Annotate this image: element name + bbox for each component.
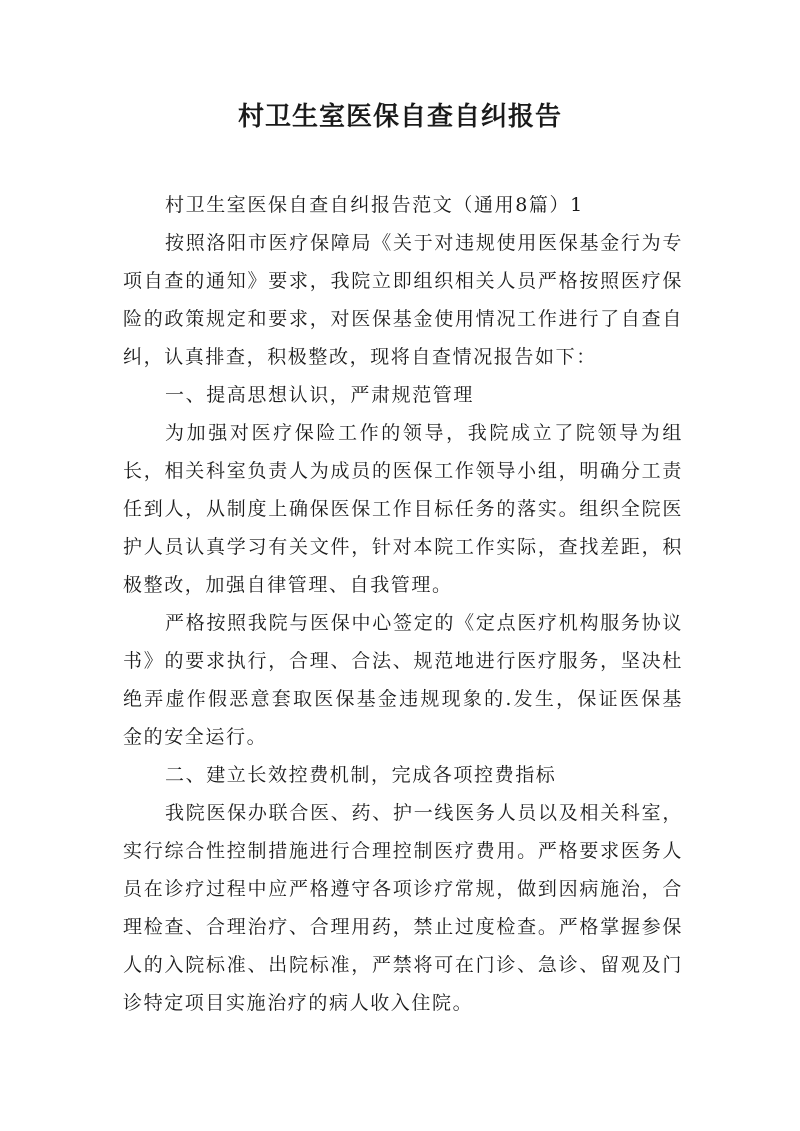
- paragraph-agreement: 严格按照我院与医保中心签定的《定点医疗机构服务协议书》的要求执行，合理、合法、规范地进行医疗服务，坚决杜绝弄虚作假恶意套取医保基金违规现象的.发生，保证医保基金的安全运行。: [123, 612, 683, 748]
- section-heading-2: 二、建立长效控费机制，完成各项控费指标: [165, 764, 557, 786]
- document-body: [123, 186, 683, 1022]
- section-heading-1: 一、提高思想认识，严肃规范管理: [165, 384, 475, 406]
- paragraph-leadership: 为加强对医疗保险工作的领导，我院成立了院领导为组长，相关科室负责人为成员的医保工作领导小组，明确分工责任到人，从制度上确保医保工作目标任务的落实。组织全院医护人员认真学习有关文件，针对本院工作实际，查找差距，积极整改，加强自律管理、自我管理。: [123, 422, 683, 596]
- document-title: 村卫生室医保自查自纠报告: [237, 102, 562, 132]
- paragraph-cost-control: 我院医保办联合医、药、护一线医务人员以及相关科室，实行综合性控制措施进行合理控制医疗费用。严格要求医务人员在诊疗过程中应严格遵守各项诊疗常规，做到因病施治，合理检查、合理治疗、合理用药，禁止过度检查。严格掌握参保人的入院标准、出院标准，严禁将可在门诊、急诊、留观及门诊特定项目实施治疗的病人收入住院。: [123, 802, 683, 1014]
- paragraph-intro: 按照洛阳市医疗保障局《关于对违规使用医保基金行为专项自查的通知》要求，我院立即组织相关人员严格按照医疗保险的政策规定和要求，对医保基金使用情况工作进行了自查自纠，认真排查，积极整改，现将自查情况报告如下：: [123, 232, 683, 368]
- paragraph-subtitle: 村卫生室医保自查自纠报告范文（通用8篇）1: [165, 194, 584, 216]
